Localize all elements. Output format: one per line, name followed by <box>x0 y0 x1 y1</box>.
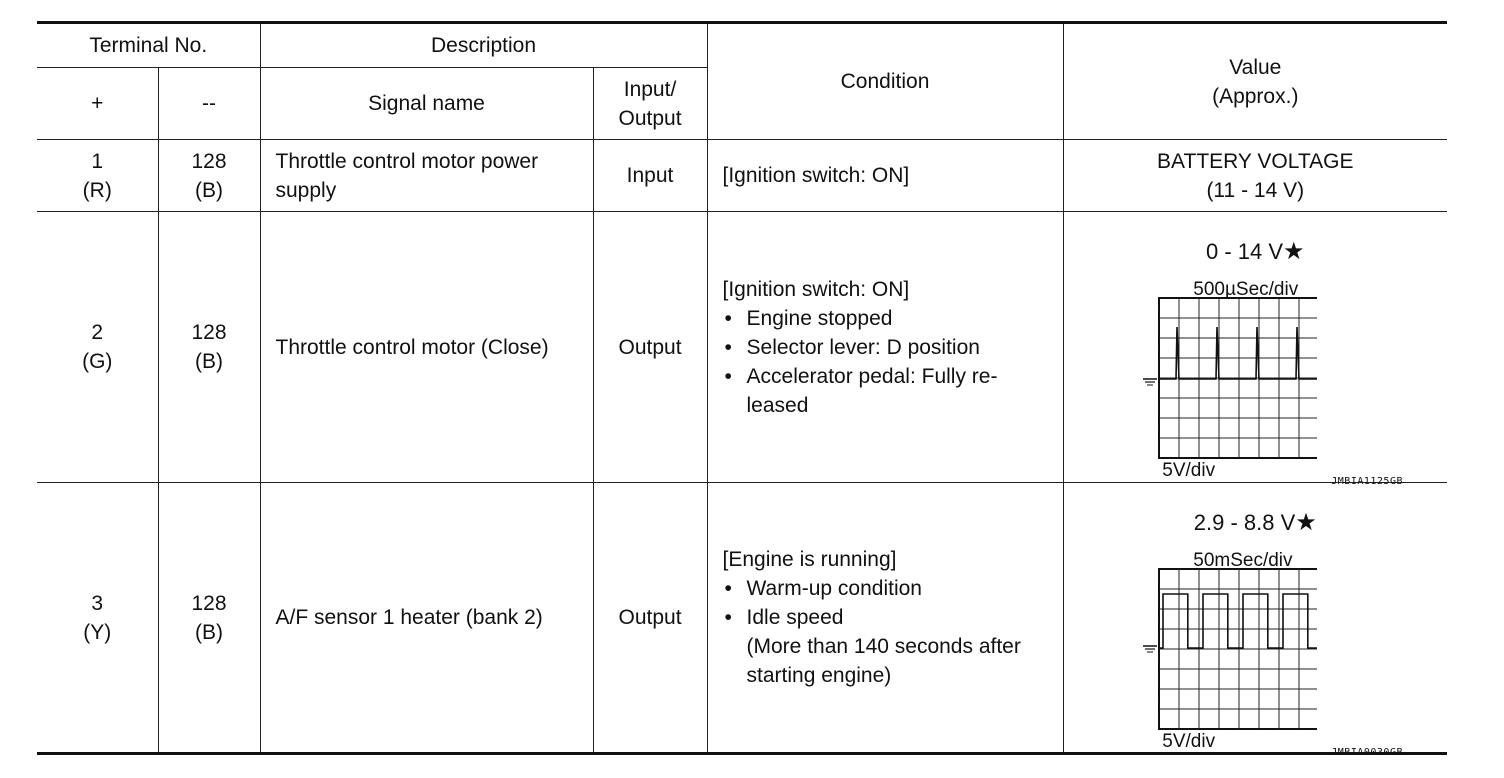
condition-item-line2: (More than 140 seconds after <box>746 635 1021 658</box>
terminal-number: 128 <box>191 591 227 615</box>
minus-terminal <box>158 483 260 754</box>
star-icon: ★ <box>1295 508 1317 536</box>
plus-header: + <box>37 68 158 140</box>
io-value: Output <box>593 483 707 754</box>
condition-head: [Ignition switch: ON] <box>722 164 910 187</box>
condition-cell <box>707 140 1063 212</box>
oscilloscope-figure <box>1105 227 1405 487</box>
condition-head: [Ignition switch: ON] <box>722 277 910 301</box>
minus-terminal <box>158 212 260 483</box>
signal-name: Throttle control motor (Close) <box>260 212 593 483</box>
io-header <box>593 68 707 140</box>
wire-color: (R) <box>82 178 112 202</box>
signal-name-line1: Throttle control motor power <box>275 149 539 173</box>
condition-item: • Engine stopped <box>723 304 1055 333</box>
wire-color: (B) <box>195 620 223 644</box>
condition-item <box>723 603 1055 690</box>
waveform-trace <box>1159 594 1317 648</box>
minus-terminal <box>158 140 260 212</box>
signal-name: A/F sensor 1 heater (bank 2) <box>260 483 593 754</box>
terminal-number: 128 <box>191 321 227 344</box>
voltage-division: 5V/div <box>1162 730 1216 752</box>
condition-item-line2: leased <box>746 393 809 417</box>
waveform-trace <box>1159 327 1317 379</box>
condition-item-line1: Idle speed <box>746 606 844 629</box>
star-icon: ★ <box>1283 238 1305 265</box>
value-header <box>1063 23 1447 140</box>
oscilloscope-screen <box>1141 297 1317 467</box>
wire-color: (G) <box>82 350 113 373</box>
wire-color: (B) <box>195 350 223 373</box>
value-line1: BATTERY VOLTAGE <box>1157 149 1354 173</box>
condition-item-line1: Accelerator pedal: Fully re- <box>746 364 998 388</box>
header-row-1 <box>37 23 1447 68</box>
terminal-number: 2 <box>91 321 104 344</box>
minus-header: -- <box>158 68 260 140</box>
io-header-line1: Input/ <box>623 77 677 101</box>
condition-list <box>723 304 1055 420</box>
plus-terminal <box>37 140 158 212</box>
scope-grid <box>1159 298 1317 458</box>
terminal-spec-table <box>37 21 1447 758</box>
wire-color: (Y) <box>83 620 112 644</box>
signal-name <box>260 140 593 212</box>
terminal-number: 128 <box>191 149 227 173</box>
plus-terminal <box>37 483 158 754</box>
condition-item: • Selector lever: D position <box>723 333 1055 362</box>
oscilloscope-figure <box>1105 498 1405 758</box>
figure-id: JMBIA1125GB <box>1331 476 1403 487</box>
scope-grid <box>1159 569 1317 729</box>
io-value: Input <box>593 140 707 212</box>
condition-item-line3: starting engine) <box>746 664 892 687</box>
oscilloscope-screen <box>1141 568 1317 738</box>
condition-list <box>723 574 1055 690</box>
condition-item <box>723 362 1055 420</box>
signal-name-header: Signal name <box>260 68 593 140</box>
table-row <box>37 212 1447 483</box>
value-header-line2: (Approx.) <box>1212 84 1299 108</box>
condition-header: Condition <box>707 23 1063 140</box>
io-header-line2: Output <box>618 106 682 130</box>
value-cell <box>1063 140 1447 212</box>
terminal-no-header: Terminal No. <box>37 23 260 68</box>
time-division: 50mSec/div <box>1193 549 1293 571</box>
voltage-range-text: 0 - 14 V <box>1205 239 1284 264</box>
time-division: 500µSec/div <box>1193 279 1299 300</box>
table-row <box>37 483 1447 754</box>
condition-cell <box>707 212 1063 483</box>
condition-head: [Engine is running] <box>722 548 897 571</box>
value-header-line1: Value <box>1229 55 1282 79</box>
io-value: Output <box>593 212 707 483</box>
signal-name-line2: supply <box>275 178 337 202</box>
wire-color: (B) <box>195 178 223 202</box>
voltage-range <box>1105 237 1405 266</box>
table-row <box>37 140 1447 212</box>
condition-cell <box>707 483 1063 754</box>
condition-item: • Warm-up condition <box>723 574 1055 603</box>
plus-terminal <box>37 212 158 483</box>
figure-id: JMBIA0030GB <box>1331 746 1403 758</box>
terminal-number: 1 <box>91 149 104 173</box>
value-cell <box>1063 483 1447 758</box>
voltage-division: 5V/div <box>1162 460 1216 481</box>
voltage-range <box>1105 508 1405 537</box>
value-cell <box>1063 212 1447 487</box>
description-header: Description <box>260 23 707 68</box>
terminal-number: 3 <box>91 591 104 615</box>
voltage-range-text: 2.9 - 8.8 V <box>1193 509 1296 535</box>
value-line2: (11 - 14 V) <box>1206 178 1305 202</box>
